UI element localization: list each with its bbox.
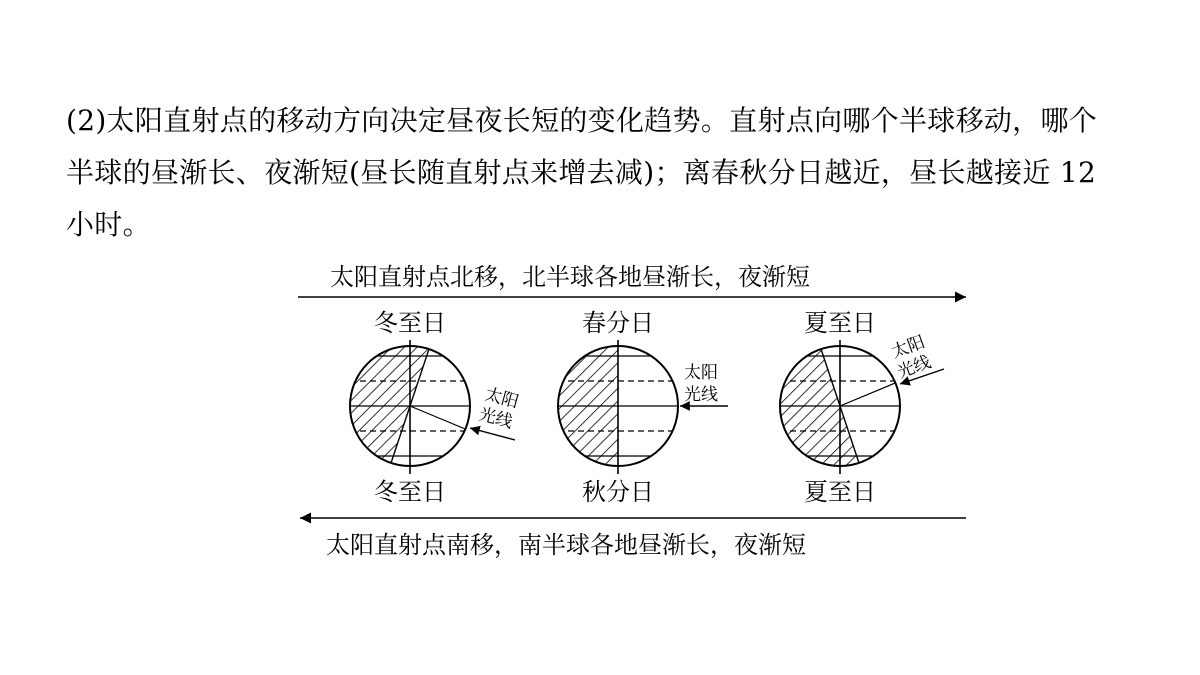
top-caption: 太阳直射点北移，北半球各地昼渐长，夜渐短 bbox=[330, 263, 810, 291]
globe-equinox bbox=[550, 309, 728, 506]
globe-2-ray-label-2: 光线 bbox=[684, 385, 718, 405]
paragraph-line-3: 小时。 bbox=[66, 208, 151, 241]
globe-1-top-label: 冬至日 bbox=[374, 309, 446, 337]
paragraph-line-1: (2)太阳直射点的移动方向决定昼夜长短的变化趋势。直射点向哪个半球移动，哪个 bbox=[66, 104, 1098, 137]
globe-1-bottom-label: 冬至日 bbox=[374, 478, 446, 506]
paragraph-line-2: 半球的昼渐长、夜渐短(昼长随直射点来增去减)；离春秋分日越近，昼长越接近 12 bbox=[66, 156, 1097, 189]
globe-3-ray-label-2: 光线 bbox=[894, 352, 934, 383]
globe-3-bottom-label: 夏至日 bbox=[804, 478, 876, 506]
globe-3-top-label: 夏至日 bbox=[804, 309, 876, 337]
globe-1-ray-label-2: 光线 bbox=[476, 404, 515, 433]
globe-2-ray-label-1: 太阳 bbox=[684, 363, 718, 383]
globe-winter-solstice bbox=[340, 309, 521, 506]
bottom-caption: 太阳直射点南移，南半球各地昼渐长，夜渐短 bbox=[326, 531, 806, 559]
globe-2-top-label: 春分日 bbox=[582, 309, 654, 337]
globe-summer-solstice bbox=[770, 309, 944, 506]
globe-3-ray-label-1: 太阳 bbox=[888, 332, 928, 363]
globe-1-ray-label-1: 太阳 bbox=[482, 384, 521, 413]
globe-2-bottom-label: 秋分日 bbox=[582, 478, 654, 506]
